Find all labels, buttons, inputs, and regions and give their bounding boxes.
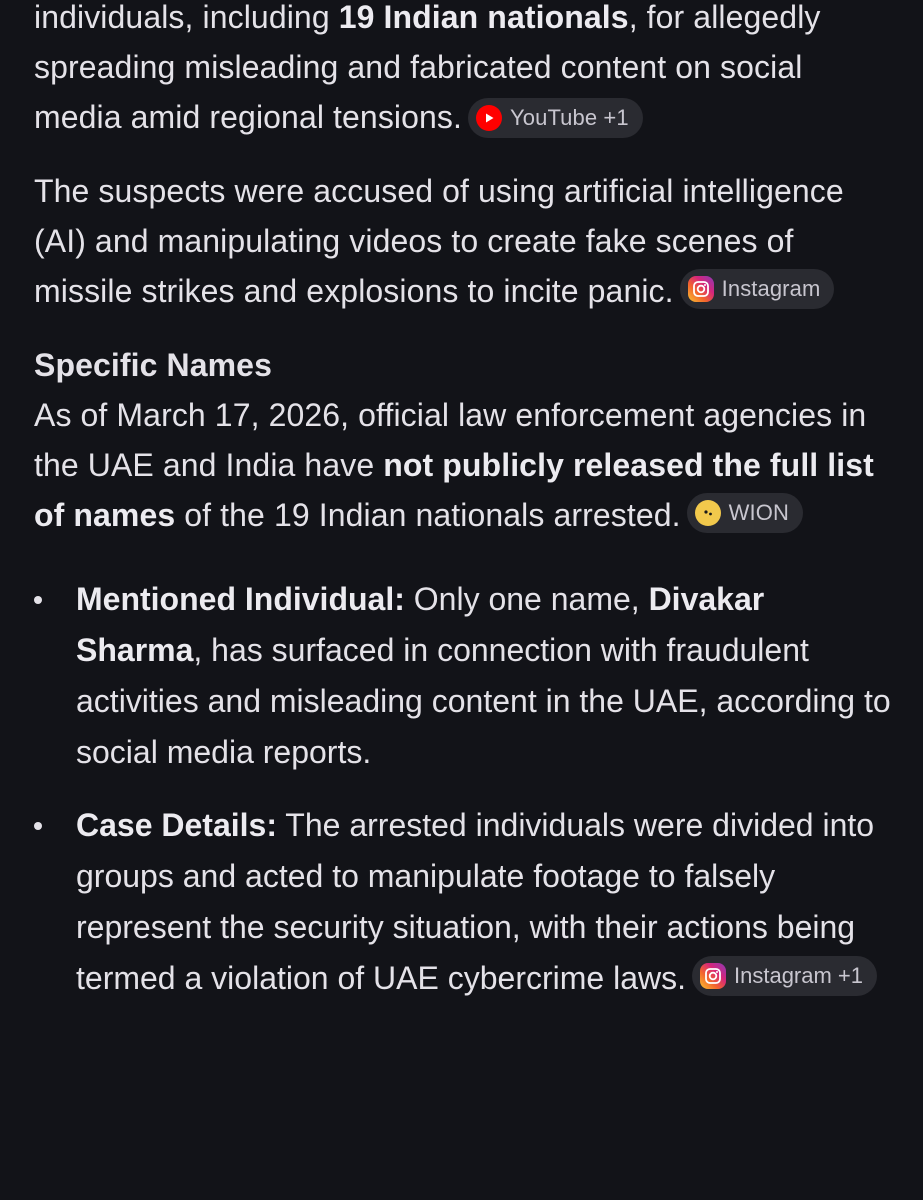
youtube-icon — [476, 105, 502, 131]
bullet-dot — [34, 822, 42, 830]
paragraph-accusations — [34, 166, 894, 316]
response-content — [34, 0, 894, 1004]
paragraph-arrests — [34, 0, 894, 142]
para1-post: , for allegedly spreading misleading and fabricated content on social media amid regional tensions. — [34, 0, 821, 135]
source-chip-label: YouTube +1 — [510, 105, 629, 130]
source-chip-instagram[interactable] — [680, 269, 835, 309]
bullet-dot — [34, 596, 42, 604]
para1-bold: 19 Indian nationals — [338, 0, 629, 35]
list-item — [34, 800, 894, 1004]
para1-pre: individuals, including — [34, 0, 339, 35]
source-chip-instagram-plus[interactable] — [692, 956, 877, 996]
section-specific-names — [34, 340, 894, 540]
instagram-icon — [688, 276, 714, 302]
section-post: of the 19 Indian nationals arrested. — [175, 497, 681, 533]
para2-text: The suspects were accused of using artificial intelligence (AI) and manipulating videos to create fake scenes of missile strikes and explosions to incite panic. — [34, 173, 844, 309]
bullet-label: Case Details: — [76, 807, 277, 843]
bullet-list — [34, 574, 894, 1004]
source-chip-youtube[interactable] — [468, 98, 643, 138]
source-chip-label: Instagram +1 — [734, 963, 864, 988]
source-chip-label: WION — [728, 500, 789, 525]
source-chip-label: Instagram — [721, 276, 821, 301]
section-bold: not publicly released the full list of names — [34, 447, 874, 533]
bullet-text: The arrested individuals were divided into groups and acted to manipulate footage to falsely represent the security situation, with their actions being termed a violation of UAE cybercrime laws. — [76, 807, 875, 996]
section-heading: Specific Names — [34, 347, 272, 383]
bullet-post: , has surfaced in connection with fraudulent activities and misleading content in the UAE, according to social media reports. — [76, 632, 891, 770]
bullet-bold: Divakar Sharma — [76, 581, 765, 668]
bullet-label: Mentioned Individual: — [76, 581, 405, 617]
source-chip-wion[interactable] — [687, 493, 803, 533]
wion-icon — [695, 500, 721, 526]
bullet-pre: Only one name, — [404, 581, 649, 617]
instagram-icon — [700, 963, 726, 989]
list-item — [34, 574, 894, 778]
section-pre: As of March 17, 2026, official law enforcement agencies in the UAE and India have — [34, 397, 867, 483]
